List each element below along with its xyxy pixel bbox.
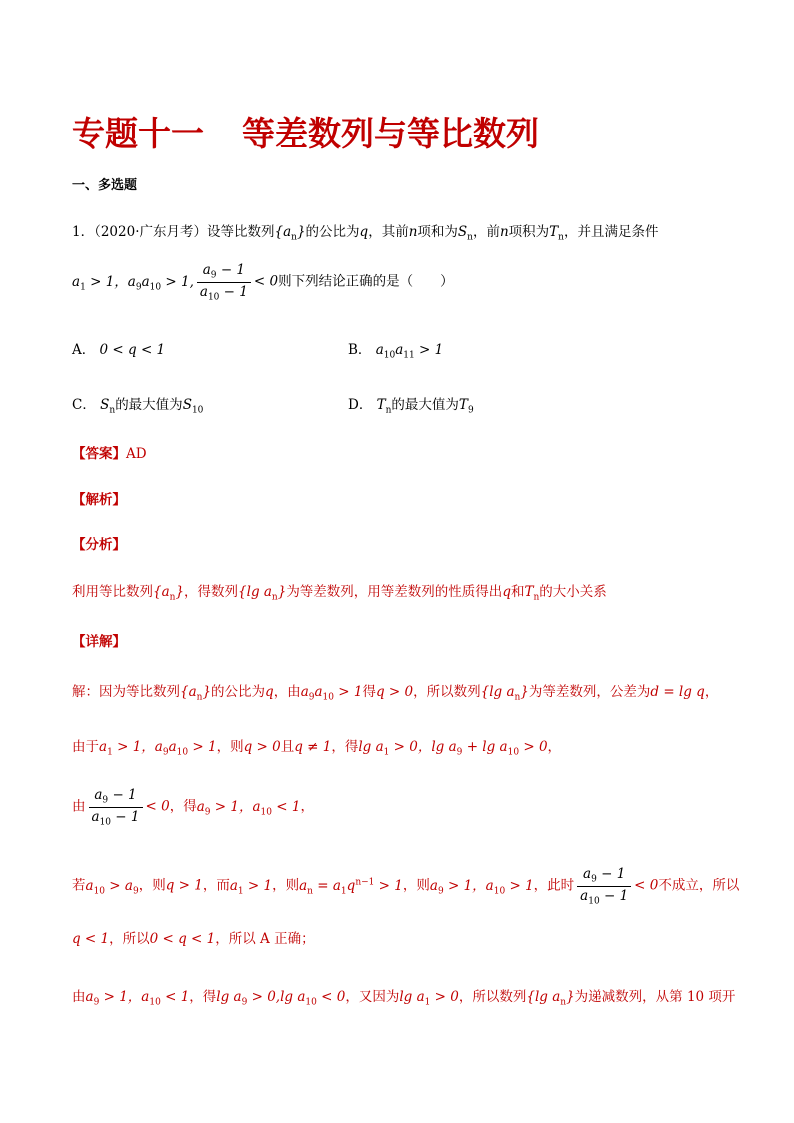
detail-line5: q < 1，所以0 < q < 1，所以 A 正确； (72, 931, 315, 947)
section-heading: 一、多选题 (72, 178, 138, 193)
detail-line2: 由于$a_1 > 1$，$a_9a_{10} > 1$，则q > 0且q ≠ 1，得$\lg a_1 > 0$，$\lg a_9 + \lg a_{10} > 0$， (72, 739, 562, 758)
answer: 【答案】AD (72, 446, 147, 462)
detail-line1: 解：因为等比数列$\{a_n\}$的公比为q，由$a_9a_{10} > 1$得q > 0，所以数列{lg $a_n$}为等差数列，公差为d = lg q， (72, 684, 719, 703)
question-stem-line2: $a_1 > 1$，$a_9a_{10} > 1$, $\frac{a_9 - 1}{a_{10} - 1}$ < 0则下列结论正确的是（ ） (72, 262, 454, 303)
question-stem-line1: 1．（2020·广东月考）设等比数列$\{a_n\}$的公比为q，其前n项和为$S_n$，前n项积为$T_n$，并且满足条件 (72, 224, 659, 243)
detail-label: 【详解】 (72, 634, 126, 650)
option-b: B． $a_{10}a_{11} > 1$ (348, 342, 444, 361)
analysis-label: 【解析】 (72, 492, 126, 508)
page-title: 专题十一 等差数列与等比数列 (72, 114, 539, 153)
fenxi-text: 利用等比数列$\{a_n\}$，得数列{lg $a_n$}为等差数列，用等差数列的性质得出q和$T_n$的大小关系 (72, 584, 607, 603)
detail-line6: 由$a_9 > 1$，$a_{10} < 1$，得$\lg a_9 > 0,\lg$ $a_{10} < 0$，又因为$\lg a_1 > 0$，所以数列{lg $a_n$}为递减数列，从第 10 项开 (72, 989, 736, 1008)
fenxi-label: 【分析】 (72, 537, 126, 553)
option-a: A． 0 < q < 1 (72, 342, 166, 358)
detail-line4: 若$a_{10} > a_9$，则q > 1，而$a_1 > 1$，则$a_n = a_1q^{n-1} > 1$，则$a_9 > 1$，$a_{10} > 1$，此时 $\frac{a_9 - 1}{a_{10} - 1}$ < 0不成立，所以 (72, 866, 740, 907)
option-d: D． $T_n$的最大值为$T_9$ (348, 397, 474, 416)
option-c: C． $S_n$的最大值为$S_{10}$ (72, 397, 204, 416)
detail-line3: 由 $\frac{a_9 - 1}{a_{10} - 1}$ < 0，得$a_9 > 1$，$a_{10} < 1$， (72, 787, 314, 828)
